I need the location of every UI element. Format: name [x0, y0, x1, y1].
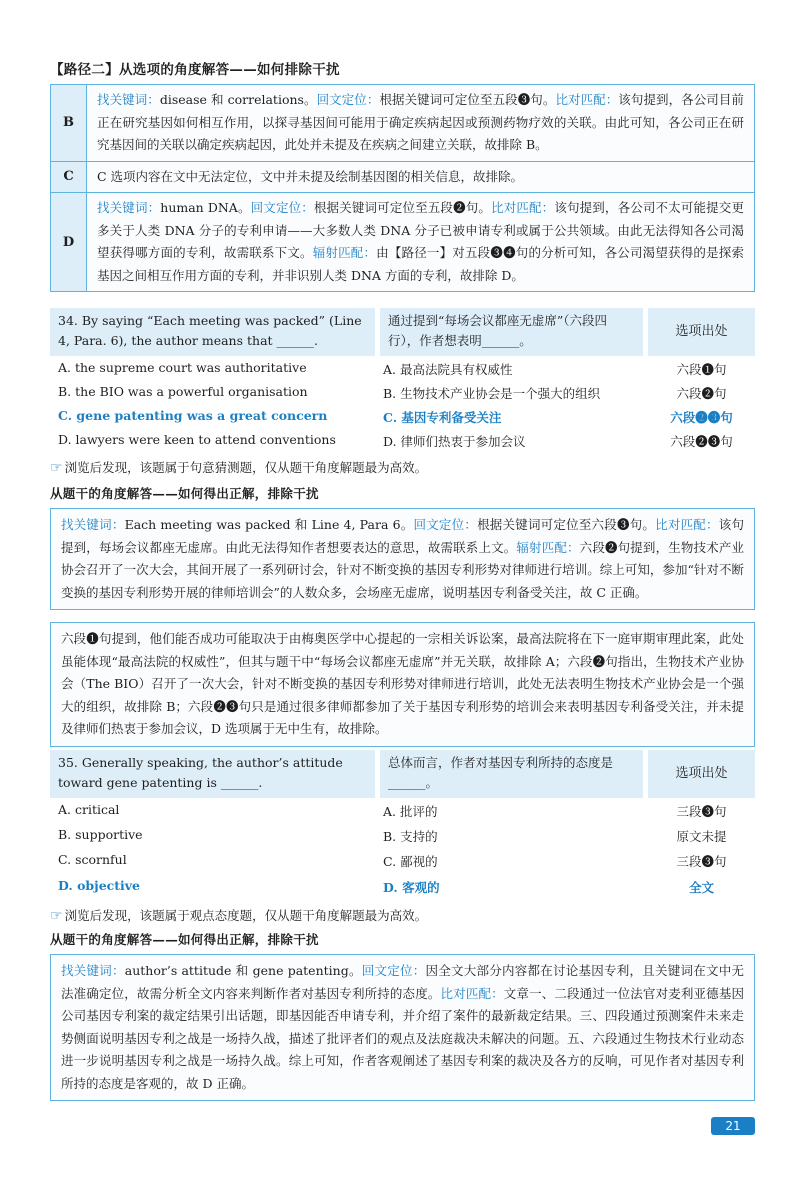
- keyword-label: 找关键词：: [97, 92, 160, 107]
- radiate-text: 由【路径一】对五段❸❹句的分析可知，各公司渴望获得的是探索基因之间相互作用方面的专利，并非识别人类 DNA 方面的专利，故排除 D。: [97, 245, 744, 283]
- q34-distractor-box: 六段❶句提到，他们能否成功可能取决于由梅奥医学中心提起的一宗相关诉讼案，最高法院将在下一庭审期审理此案，此处虽能体现“最高法院的权威性”，但其与题干中“每场会议都座无虚席”并无关联，故排除 A；六段❷句指出，生物技术产业协会（The BIO）召开了一次大会，针对不断变换的基因专利形势对律师进行培训，此处无法表明生物技术产业协会是一个强大的组织，故排除 B；六段❷❸句只是通过很多律师都参加了关于基因专利形势的培训会来表明基因专利备受关注，并未提及律师们热衷于参加会议，D 选项属于无中生有，故排除。: [50, 622, 755, 747]
- locate-label: 回文定位：: [361, 963, 426, 978]
- q35-stem-cn: 总体而言，作者对基因专利所持的态度是______。: [380, 750, 643, 798]
- keyword-text: Each meeting was packed 和 Line 4, Para 6。: [124, 517, 414, 532]
- keyword-text: author’s attitude 和 gene patenting。: [124, 963, 362, 978]
- locate-label: 回文定位：: [413, 517, 478, 532]
- option-cn: C. 鄙视的: [383, 854, 438, 869]
- q34-source-header: 选项出处: [648, 308, 755, 356]
- keyword-text: disease 和 correlations。: [159, 92, 317, 107]
- note-text: 浏览后发现，该题属于观点态度题，仅从题干角度解题最为高效。: [64, 908, 428, 923]
- radiate-label: 辐射匹配：: [516, 539, 580, 555]
- option-cn: B. 支持的: [383, 829, 438, 844]
- locate-text: 根据关键词可定位至五段❷句。: [313, 200, 492, 215]
- option-cn: A. 批评的: [383, 804, 438, 819]
- option-cn: D. 客观的: [383, 880, 440, 895]
- match-label: 比对匹配：: [655, 517, 719, 532]
- locate-label: 回文定位：: [250, 200, 314, 215]
- match-text: 文章一、二段通过一位法官对麦利亚德基因公司基因专利案的裁定结果引出话题，即基因能否申请专利，并介绍了案件的最新裁定结果。三、四段通过预测案件未来走势侧面说明基因专利之战是一场持久战，描述了批评者们的观点及法庭裁决未解决的问题。五、六段通过生物技术行业动态进一步说明基因专利之战是一场持久战。综上可知，作者客观阐述了基因专利案的裁决及各方的反响，可见作者对基因专利所持的态度是客观的，故 D 正确。: [61, 985, 744, 1091]
- option-row-c: [51, 161, 755, 193]
- option-en: B. the BIO was a powerful organisation: [58, 384, 308, 399]
- match-text: 该句提到，各公司不太可能提交更多关于人类 DNA 分子的专利申请——大多数人类 DNA 分子已被申请专利或属于公共领域。由此无法得知各公司渴望获得哪方面的专利，故需联系下文。: [97, 200, 744, 260]
- q34-stem-en: 34. By saying “Each meeting was packed” (Line 4, Para. 6), the author means that ______.: [50, 308, 375, 356]
- keyword-label: 找关键词：: [97, 200, 161, 215]
- option-row-b: [51, 85, 755, 162]
- path2-option-table: [50, 84, 755, 292]
- locate-text: 根据关键词可定位至六段❸句。: [477, 517, 656, 532]
- pointing-hand-icon: ☞: [50, 460, 63, 476]
- option-cn: A. 最高法院具有权威性: [383, 362, 513, 377]
- option-en: A. critical: [58, 802, 120, 817]
- q34-stem-cn: 通过提到“每场会议都座无虚席”（六段四行），作者想表明______。: [380, 308, 643, 356]
- q35-analysis-box: [50, 954, 755, 1101]
- keyword-label: 找关键词：: [61, 963, 125, 978]
- page-number: 21: [711, 1117, 755, 1135]
- q35-header: [50, 750, 755, 798]
- option-letter: D: [51, 193, 87, 292]
- q34-option-b: [50, 380, 755, 404]
- q34-note: [50, 458, 427, 476]
- q34-analysis-box: [50, 508, 755, 610]
- radiate-label: 辐射匹配：: [312, 245, 377, 260]
- option-en: B. supportive: [58, 827, 143, 842]
- locate-label: 回文定位：: [316, 92, 380, 107]
- option-analysis: [87, 193, 755, 292]
- option-source: 六段❷❸句: [670, 410, 733, 425]
- option-source: 全文: [688, 880, 714, 895]
- option-source: 三段❸句: [676, 804, 727, 819]
- note-text: 浏览后发现，该题属于句意猜测题，仅从题干角度解题最为高效。: [64, 460, 428, 475]
- option-en: D. lawyers were keen to attend conventions: [58, 432, 336, 447]
- locate-text: 因全文大部分内容都在讨论基因专利，且关键词在文中无法准确定位，故需分析全文内容来判断作者对基因专利所持的态度。: [61, 963, 744, 1001]
- pointing-hand-icon: ☞: [50, 908, 63, 924]
- q34-option-c-correct: [50, 404, 755, 428]
- match-text: 该句提到，每场会议都座无虚席。由此无法得知作者想要表达的意思，故需联系上文。: [61, 517, 744, 555]
- option-analysis: C 选项内容在文中无法定位，文中并未提及绘制基因图的相关信息，故排除。: [87, 161, 755, 193]
- option-analysis: [87, 85, 755, 162]
- q35-source-header: 选项出处: [648, 750, 755, 798]
- path2-heading: 【路径二】从选项的角度解答——如何排除干扰: [50, 62, 340, 78]
- option-source: 原文未提: [676, 829, 727, 844]
- q35-note: [50, 906, 427, 924]
- q34-header: [50, 308, 755, 356]
- match-label: 比对匹配：: [440, 985, 504, 1001]
- option-en: A. the supreme court was authoritative: [58, 360, 307, 375]
- q34-option-d: [50, 428, 755, 452]
- option-cn: C. 基因专利备受关注: [383, 410, 502, 425]
- keyword-text: human DNA。: [160, 200, 251, 215]
- option-letter: B: [51, 85, 87, 162]
- option-source: 六段❶句: [676, 362, 727, 377]
- option-row-d: [51, 193, 755, 292]
- match-label: 比对匹配：: [491, 200, 555, 215]
- option-en: D. objective: [58, 878, 141, 893]
- option-en: C. scornful: [58, 852, 127, 867]
- q35-option-d-correct: [50, 874, 755, 898]
- option-source: 六段❷❸句: [670, 434, 733, 449]
- option-cn: D. 律师们热衷于参加会议: [383, 434, 526, 449]
- option-source: 三段❸句: [676, 854, 727, 869]
- q35-option-a: [50, 798, 755, 822]
- match-text: 该句提到，各公司目前正在研究基因如何相互作用，以探寻基因间可能用于确定疾病起因或预测药物疗效的关联。由此可知，各公司正在研究基因间的关联以确定疾病起因，此处并未提及在疾病之间建立关联，故排除 B。: [97, 92, 744, 152]
- option-cn: B. 生物技术产业协会是一个强大的组织: [383, 386, 601, 401]
- q35-stem-en: 35. Generally speaking, the author’s attitude toward gene patenting is ______.: [50, 750, 375, 798]
- q35-heading: 从题干的角度解答——如何得出正解，排除干扰: [50, 932, 319, 947]
- q35-option-c: [50, 848, 755, 872]
- radiate-text: 六段❷句提到，生物技术产业协会召开了一次大会，其间开展了一系列研讨会，针对不断变换的基因专利形势对律师进行培训。综上可知，参加“针对不断变换的基因专利形势开展的律师培训会”的人数众多，会场座无虚席，说明基因专利备受关注，故 C 正确。: [61, 539, 744, 600]
- q34-option-a: [50, 356, 755, 380]
- option-en: C. gene patenting was a great concern: [58, 408, 328, 423]
- locate-text: 根据关键词可定位至五段❸句。: [379, 92, 556, 107]
- keyword-label: 找关键词：: [61, 517, 125, 532]
- option-source: 六段❷句: [676, 386, 727, 401]
- q35-option-b: [50, 823, 755, 847]
- option-letter: C: [51, 161, 87, 193]
- match-label: 比对匹配：: [555, 92, 619, 107]
- q34-heading: 从题干的角度解答——如何得出正解，排除干扰: [50, 486, 319, 501]
